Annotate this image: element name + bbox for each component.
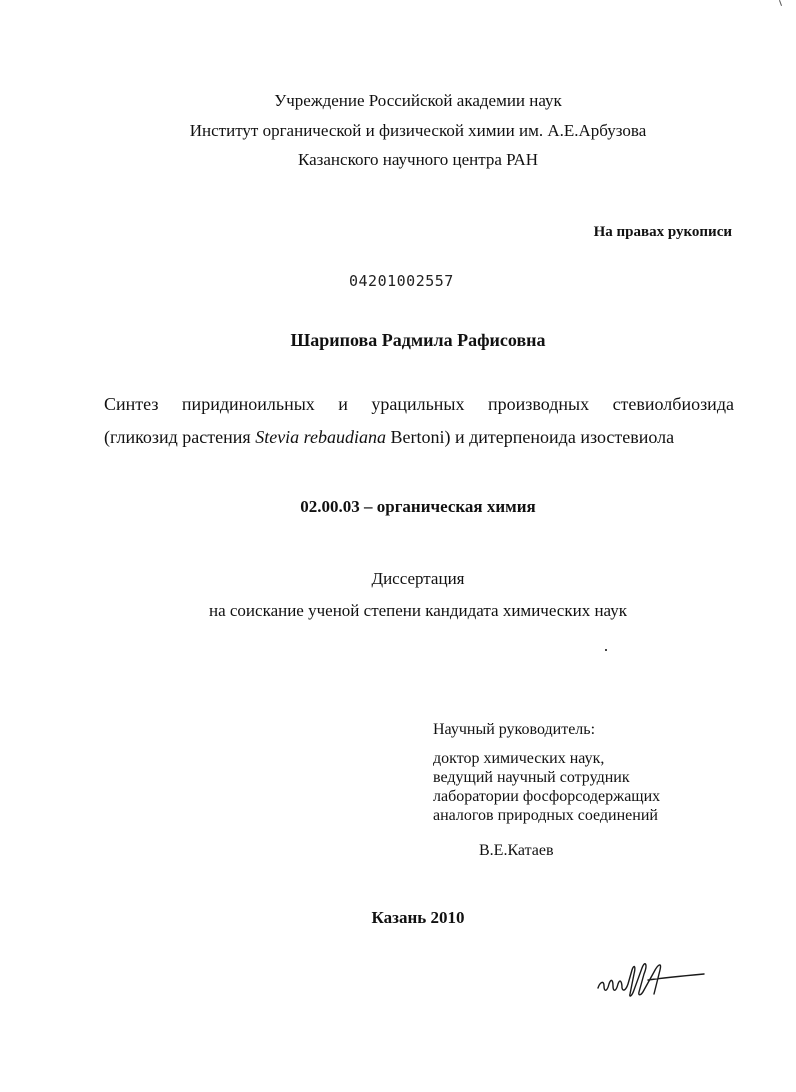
advisor-heading: Научный руководитель: (433, 721, 596, 738)
species-name: Stevia rebaudiana (255, 427, 387, 447)
title-word: урацильных (371, 394, 465, 414)
title-word: пиридиноильных (181, 394, 315, 414)
institution-line-institute: Институт органической и физической химии им. А.Е.Арбузова (189, 121, 647, 140)
title-word: и (338, 394, 348, 414)
advisor-lab: лаборатории фосфорсодержащих (433, 788, 661, 805)
title-line2-post: Bertoni) и дитерпеноида изостевиола (386, 427, 675, 447)
scan-mark (779, 0, 782, 6)
library-stamp-number: 04201002557 (349, 272, 454, 290)
author-name: Шарипова Радмила Рафисовна (290, 330, 546, 350)
advisor-name: В.Е.Катаев (479, 842, 554, 859)
title-line-1 (104, 388, 734, 421)
dissertation-title (104, 388, 734, 454)
institution-line-academy: Учреждение Российской академии наук (274, 91, 562, 110)
scan-dot (605, 649, 607, 651)
document-type: Диссертация (371, 569, 465, 588)
title-word: Синтез (104, 394, 159, 414)
institution-line-center: Казанского научного центра РАН (298, 150, 538, 169)
title-word: стевиолбиозида (612, 394, 734, 414)
title-line-2 (104, 421, 734, 454)
advisor-degree: доктор химических наук, (433, 750, 605, 767)
title-line2-pre: (гликозид растения (104, 427, 256, 447)
manuscript-note: На правах рукописи (593, 224, 732, 240)
city-year: Казань 2010 (371, 908, 465, 927)
degree-line: на соискание ученой степени кандидата химических наук (208, 601, 627, 620)
advisor-lab-cont: аналогов природных соединений (433, 807, 658, 824)
specialty-code: 02.00.03 – органическая химия (300, 497, 536, 516)
title-word: производных (487, 394, 590, 414)
handwritten-signature (592, 950, 712, 1010)
advisor-position: ведущий научный сотрудник (433, 769, 630, 786)
